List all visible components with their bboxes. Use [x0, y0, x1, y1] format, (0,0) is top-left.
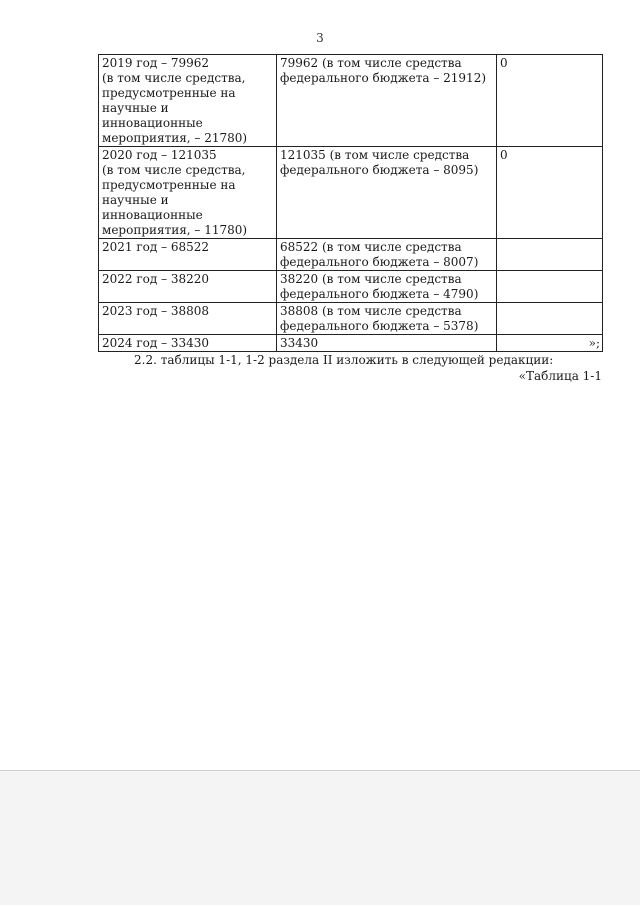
other-value-cell: [497, 303, 603, 335]
page-number: 3: [316, 31, 324, 45]
funding-table-body: [99, 55, 603, 352]
federal-budget-cell: 121035 (в том числе средства федерального бюджета – 8095): [277, 147, 497, 239]
table-row: [99, 239, 603, 271]
other-value-cell: [497, 239, 603, 271]
federal-budget-cell: 79962 (в том числе средства федерального бюджета – 21912): [277, 55, 497, 147]
table-row: [99, 303, 603, 335]
year-total-cell: 2023 год – 38808: [99, 303, 277, 335]
other-value-cell: 0: [497, 55, 603, 147]
year-total-cell: 2024 год – 33430: [99, 335, 277, 352]
funding-table: [98, 54, 603, 352]
federal-budget-cell: 38220 (в том числе средства федерального бюджета – 4790): [277, 271, 497, 303]
other-value-cell: [497, 335, 603, 352]
other-value-cell: 0: [497, 147, 603, 239]
other-value-cell: [497, 271, 603, 303]
amendment-paragraph: 2.2. таблицы 1-1, 1-2 раздела II изложить в следующей редакции:: [134, 353, 554, 367]
federal-budget-cell: 38808 (в том числе средства федерального бюджета – 5378): [277, 303, 497, 335]
table-row: [99, 55, 603, 147]
table-row: [99, 335, 603, 352]
closing-quote: »;: [588, 336, 600, 350]
federal-budget-cell: 68522 (в том числе средства федерального бюджета – 8007): [277, 239, 497, 271]
federal-budget-cell: 33430: [277, 335, 497, 352]
year-total-cell: 2022 год – 38220: [99, 271, 277, 303]
table-reference: «Таблица 1-1: [518, 369, 602, 383]
table-row: [99, 147, 603, 239]
year-total-cell: 2021 год – 68522: [99, 239, 277, 271]
table-row: [99, 271, 603, 303]
year-total-cell: 2019 год – 79962 (в том числе средства, предусмотренные на научные и инновационные мероприятия, – 21780): [99, 55, 277, 147]
year-total-cell: 2020 год – 121035 (в том числе средства, предусмотренные на научные и инновационные мероприятия, – 11780): [99, 147, 277, 239]
